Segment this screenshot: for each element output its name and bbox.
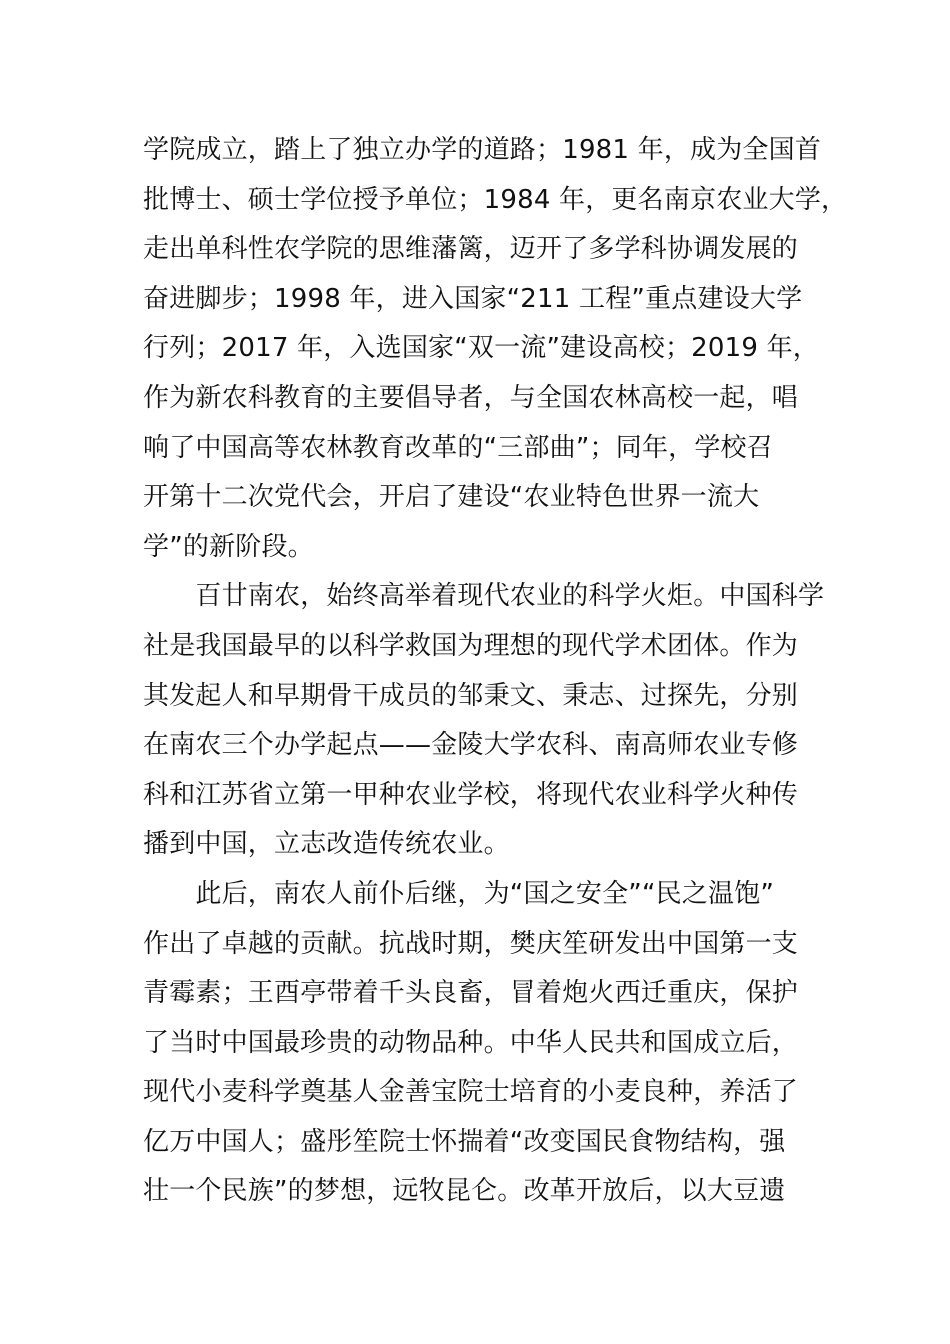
text-line: 学院成立，踏上了独立办学的道路；1981 年，成为全国首 [143, 135, 822, 165]
text-line: 其发起人和早期骨干成员的邹秉文、秉志、过探先，分别 [143, 680, 799, 711]
text-line: 亿万中国人；盛彤笙院士怀揣着“改变国民食物结构，强 [143, 1126, 786, 1157]
text-line: 社是我国最早的以科学救国为理想的现代学术团体。作为 [143, 630, 799, 661]
text-line: 此后，南农人前仆后继，为“国之安全”“民之温饱” [143, 878, 775, 909]
text-line: 壮一个民族”的梦想，远牧昆仑。改革开放后，以大豆遗 [143, 1176, 786, 1207]
text-line: 作出了卓越的贡献。抗战时期，樊庆笙研发出中国第一支 [143, 928, 799, 959]
text-line: 现代小麦科学奠基人金善宝院士培育的小麦良种，养活了 [143, 1077, 799, 1108]
text-line: 走出单科性农学院的思维藩篱，迈开了多学科协调发展的 [143, 234, 799, 265]
text-line: 批博士、硕士学位授予单位；1984 年，更名南京农业大学， [143, 184, 848, 215]
text-line: 行列；2017 年，入选国家“双一流”建设高校；2019 年， [143, 333, 820, 364]
text-line: 开第十二次党代会，开启了建设“农业特色世界一流大 [143, 482, 760, 513]
text-line: 响了中国高等农林教育改革的“三部曲”；同年，学校召 [143, 432, 773, 463]
text-line: 青霉素；王酉亭带着千头良畜，冒着炮火西迁重庆，保护 [143, 978, 799, 1009]
text-line: 科和江苏省立第一甲种农业学校，将现代农业科学火种传 [143, 779, 799, 810]
text-line: 在南农三个办学起点——金陵大学农科、南高师农业专修 [143, 730, 799, 761]
text-line: 作为新农科教育的主要倡导者，与全国农林高校一起，唱 [143, 382, 799, 413]
text-line: 百廿南农，始终高举着现代农业的科学火炬。中国科学 [143, 581, 825, 612]
body-text [143, 126, 848, 1217]
text-line: 奋进脚步；1998 年，进入国家“211 工程”重点建设大学 [143, 283, 803, 314]
text-line: 播到中国，立志改造传统农业。 [143, 829, 510, 860]
text-line: 学”的新阶段。 [143, 531, 314, 562]
text-line: 了当时中国最珍贵的动物品种。中华人民共和国成立后， [143, 1027, 799, 1058]
